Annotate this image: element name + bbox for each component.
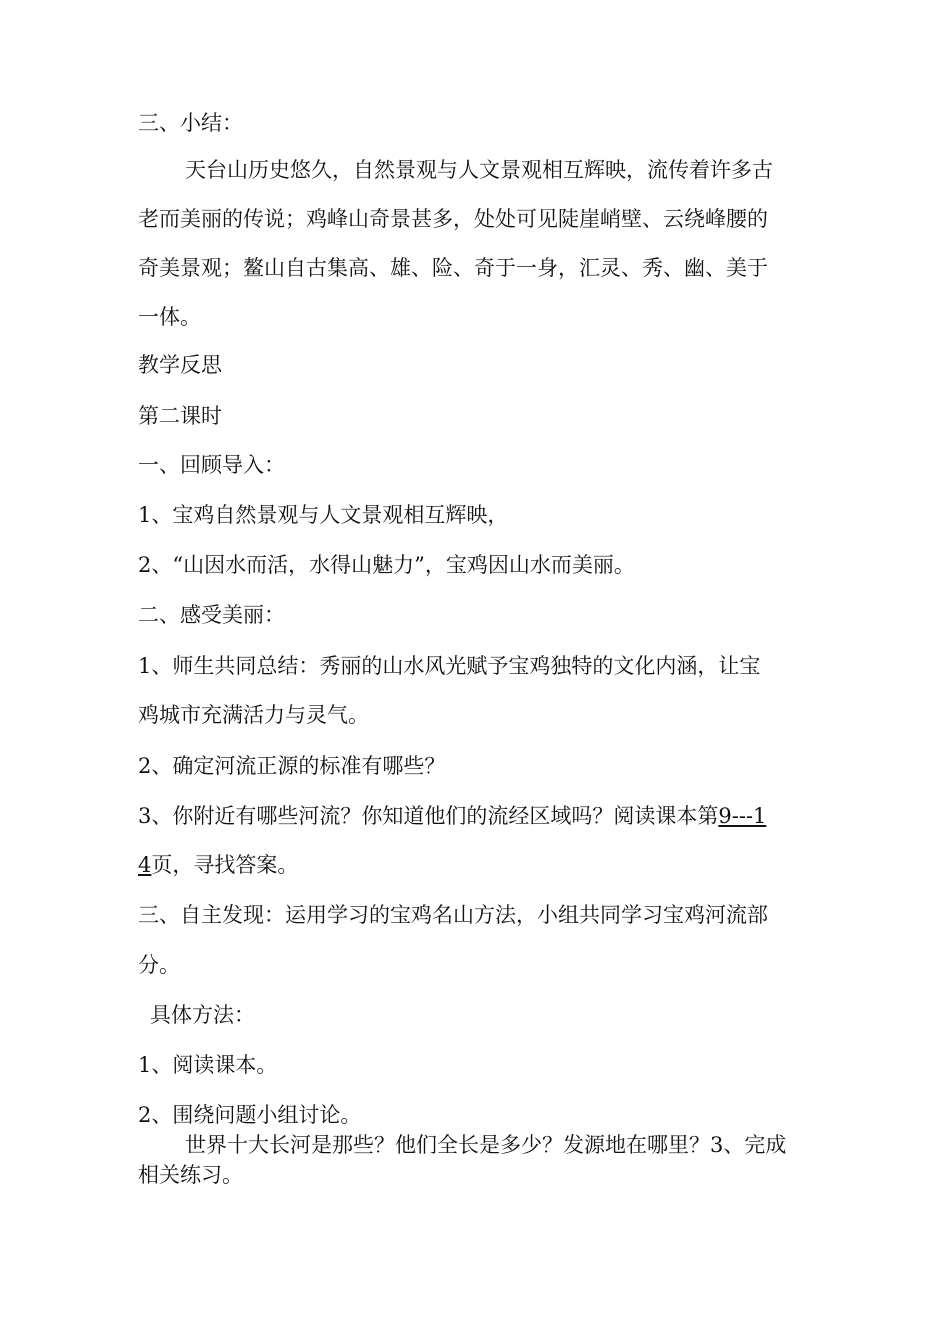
- review-heading: 一、回顾导入：: [138, 453, 285, 477]
- feel-item-2: 2、确定河流正源的标准有哪些？: [138, 754, 446, 778]
- method-heading: 具体方法：: [150, 1003, 255, 1027]
- summary-paragraph-line-2: 老而美丽的传说；鸡峰山奇景甚多，处处可见陡崖峭壁、云绕峰腰的: [138, 207, 768, 231]
- summary-paragraph-line-3: 奇美景观；鳌山自古集高、雄、险、奇于一身，汇灵、秀、幽、美于: [138, 256, 768, 280]
- feel-item-1-line-2: 鸡城市充满活力与灵气。: [138, 703, 369, 727]
- summary-heading: 三、小结：: [138, 111, 243, 135]
- feel-item-3-text: 3、你附近有哪些河流？你知道他们的流经区域吗？阅读课本第: [138, 804, 719, 828]
- page-range-underlined-end: 4: [138, 853, 152, 877]
- method-item-1: 1、阅读课本。: [138, 1053, 278, 1077]
- feel-heading: 二、感受美丽：: [138, 603, 285, 627]
- lesson-two-heading: 第二课时: [138, 404, 222, 428]
- discover-line-2: 分。: [138, 953, 180, 977]
- method-question-line-1: 世界十大长河是那些？他们全长是多少？发源地在哪里？3、完成: [185, 1133, 787, 1157]
- method-item-2: 2、围绕问题小组讨论。: [138, 1103, 362, 1127]
- feel-item-3-line-2: [138, 850, 298, 880]
- method-question-line-2: 相关练习。: [138, 1163, 243, 1187]
- review-item-2: 2、“山因水而活，水得山魅力”，宝鸡因山水而美丽。: [138, 553, 635, 577]
- feel-item-3-text-end: 页，寻找答案。: [151, 853, 299, 877]
- reflection-heading: 教学反思: [138, 353, 222, 377]
- summary-paragraph-line-4: 一体。: [138, 305, 201, 329]
- feel-item-1-line-1: 1、师生共同总结：秀丽的山水风光赋予宝鸡独特的文化内涵，让宝: [138, 654, 761, 678]
- page-range-underlined: 9---1: [718, 804, 767, 828]
- discover-line-1: 三、自主发现：运用学习的宝鸡名山方法，小组共同学习宝鸡河流部: [138, 903, 768, 927]
- feel-item-3-line-1: [138, 801, 766, 831]
- summary-paragraph-line-1: 天台山历史悠久，自然景观与人文景观相互辉映，流传着许多古: [185, 158, 773, 182]
- review-item-1: 1、宝鸡自然景观与人文景观相互辉映，: [138, 503, 509, 527]
